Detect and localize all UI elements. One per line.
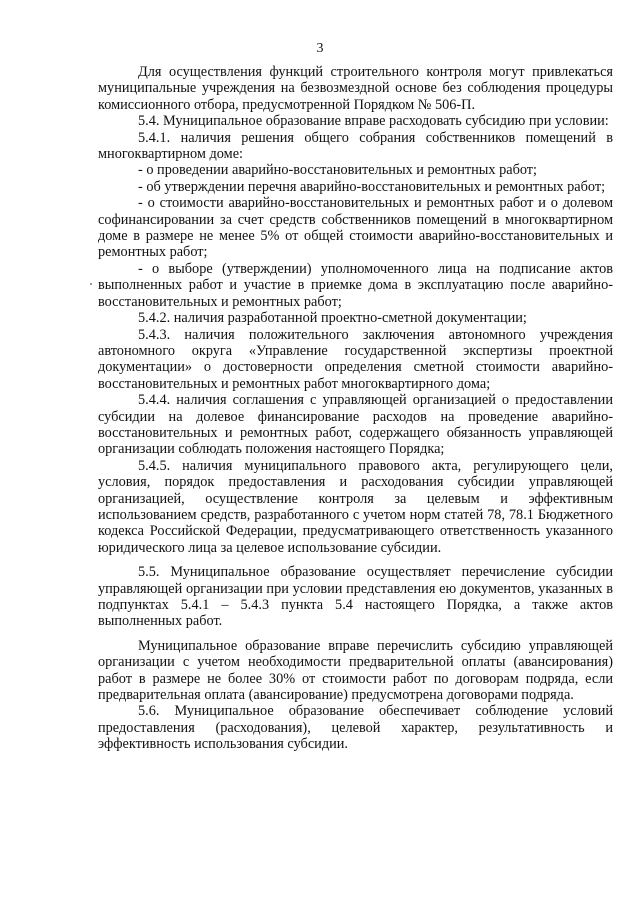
paragraph-5-4-1: 5.4.1. наличия решения общего собрания собственников помещений в многоквартирном доме: <box>98 129 613 163</box>
paragraph-5-4-3: 5.4.3. наличия положительного заключения автономного учреждения автономного округа «Управление государственной экспертизы проектной документации» о достоверности определения сметной стоимости аварийно-восстановительных и ремонтных работ многоквартирного дома; <box>98 326 613 392</box>
list-item-repair-works: - о проведении аварийно-восстановительных и ремонтных работ; <box>138 162 538 179</box>
paragraph-intro: Для осуществления функций строительного контроля могут привлекаться муниципальные учреждения на безвозмездной основе без соблюдения процедуры комиссионного отбора, предусмотренной Порядком № 506-П. <box>98 64 613 113</box>
paragraph-5-6: 5.6. Муниципальное образование обеспечивает соблюдение условий предоставления (расходования), целевой характер, результативность и эффективность использования субсидии. <box>98 703 613 753</box>
page-number: 3 <box>316 41 324 56</box>
paragraph-5-4: 5.4. Муниципальное образование вправе расходовать субсидию при условии: <box>138 113 609 130</box>
list-item-works-list: - об утверждении перечня аварийно-восстановительных и ремонтных работ; <box>138 178 606 195</box>
margin-mark <box>90 283 92 285</box>
paragraph-5-4-4: 5.4.4. наличия соглашения с управляющей организацией о предоставлении субсидии на долевое финансирование расходов на проведение аварийно-восстановительных и ремонтных работ, содержащего обязанность управляющей организации соблюдать положения настоящего Порядка; <box>98 392 613 458</box>
paragraph-advance-payment: Муниципальное образование вправе перечислить субсидию управляющей организации с учетом необходимости предварительной оплаты (авансирования) работ в размере не более 30% от стоимости работ по договорам подряда, если предварительная оплата (авансирование) предусмотрена договорами подряда. <box>98 637 613 704</box>
paragraph-5-4-2: 5.4.2. наличия разработанной проектно-сметной документации; <box>138 310 527 327</box>
document-body <box>98 64 613 753</box>
list-item-cost-cofinancing: - о стоимости аварийно-восстановительных и ремонтных работ и о долевом софинансировании за счет средств собственников помещений в многоквартирном доме в размере не менее 5% от общей стоимости аварийно-восстановительных и ремонтных работ; <box>98 195 613 261</box>
list-item-authorized-person: - о выборе (утверждении) уполномоченного лица на подписание актов выполненных работ и участие в приемке дома в эксплуатацию после аварийно-восстановительных и ремонтных работ; <box>98 260 613 310</box>
paragraph-5-5: 5.5. Муниципальное образование осуществляет перечисление субсидии управляющей организации при условии представления ею документов, указанных в подпунктах 5.4.1 – 5.4.3 пункта 5.4 настоящего Порядка, а также актов выполненных работ. <box>98 564 613 630</box>
paragraph-5-4-5: 5.4.5. наличия муниципального правового акта, регулирующего цели, условия, порядок предоставления и расходования субсидии управляющей организацией, осуществление контроля за целевым и эффективным использованием средств, разработанного с учетом норм статей 78, 78.1 Бюджетного кодекса Российской Федерации, предусматривающего ответственность указанного юридического лица за целевое использование субсидии. <box>98 457 613 556</box>
